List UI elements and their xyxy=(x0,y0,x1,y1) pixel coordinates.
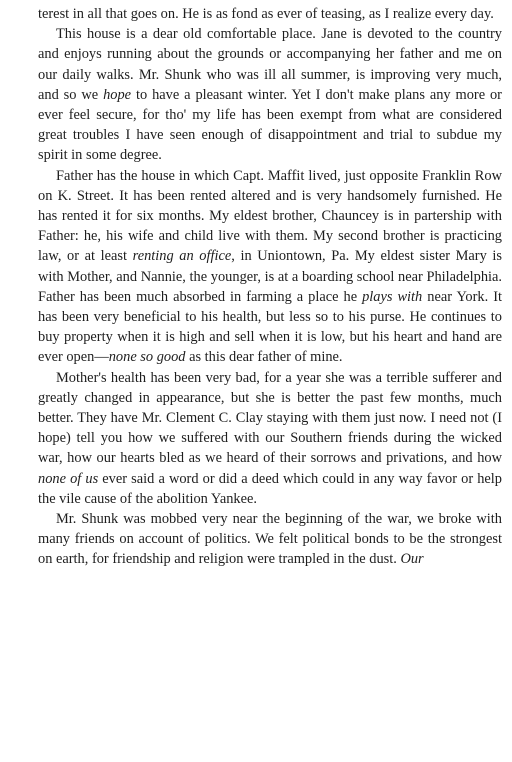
paragraph-text: , in Uniontown, Pa. My eldest sister Mary is with Mother, and Nannie, the younger, is at a boarding school near Philadelphia. Father has been much absorbed in farming a place he xyxy=(38,248,503,305)
paragraph-text: as this dear father of mine. xyxy=(185,349,343,366)
paragraph-2 xyxy=(38,24,502,165)
italic-text: none so good xyxy=(108,349,186,366)
paragraph-1 xyxy=(38,4,502,24)
paragraph-3 xyxy=(38,166,502,368)
paragraph-text: Mother's health has been very bad, for a year she was a terrible sufferer and greatly changed in appearance, but she is better the past few months, much better. They have Mr. Clement C. Clay staying with them just now. I need not (I hope) tell you how we suffered with our Southern friends during the wicked war, how our hearts bled as we heard of their sorrows and privations, and how xyxy=(38,369,502,467)
paragraph-text: Father has the house in which Capt. Maffit lived, just opposite Franklin Row on K. Street. It has been rented altered and is very handsomely furnished. He has rented it for six months. My eldest brother, Chauncey is in partership with Father: he, his wife and child live with them. My second brother is practicing law, or at least xyxy=(38,167,502,265)
paragraph-text: to have a pleasant winter. Yet I don't make plans any more or ever feel secure, for tho' my life has been exempt from what are considered great troubles I have seen enough of disappointment and trial to subdue my spirit in some degree. xyxy=(38,86,502,164)
paragraph-5 xyxy=(38,509,502,570)
paragraph-text: Mr. Shunk was mobbed very near the beginning of the war, we broke with many friends on account of politics. We felt political bonds to be the strongest on earth, for friendship and religion were trampled in the dust. xyxy=(38,511,502,568)
italic-text: plays with xyxy=(362,288,423,305)
italic-text: hope xyxy=(103,86,132,103)
document-page xyxy=(38,4,502,570)
paragraph-text: ever said a word or did a deed which could in any way favor or help the vile cause of the abolition Yankee. xyxy=(38,470,502,507)
italic-text: Our xyxy=(400,551,424,568)
paragraph-text: near York. It has been very beneficial to his health, but less so to his purse. He continues to buy property when it is high and sell when it is low, but his heart and hand are ever open— xyxy=(38,288,502,366)
paragraph-text: This house is a dear old comfortable place. Jane is devoted to the country and enjoys running about the grounds or accompanying her father and me on our daily walks. Mr. Shunk who was ill all summer, is improving very much, and so we xyxy=(38,26,502,103)
paragraph-4 xyxy=(38,368,502,509)
italic-text: renting an office xyxy=(132,248,232,265)
paragraph-text: terest in all that goes on. He is as fond as ever of teasing, as I realize every day. xyxy=(38,6,494,22)
italic-text: none of us xyxy=(38,470,99,487)
